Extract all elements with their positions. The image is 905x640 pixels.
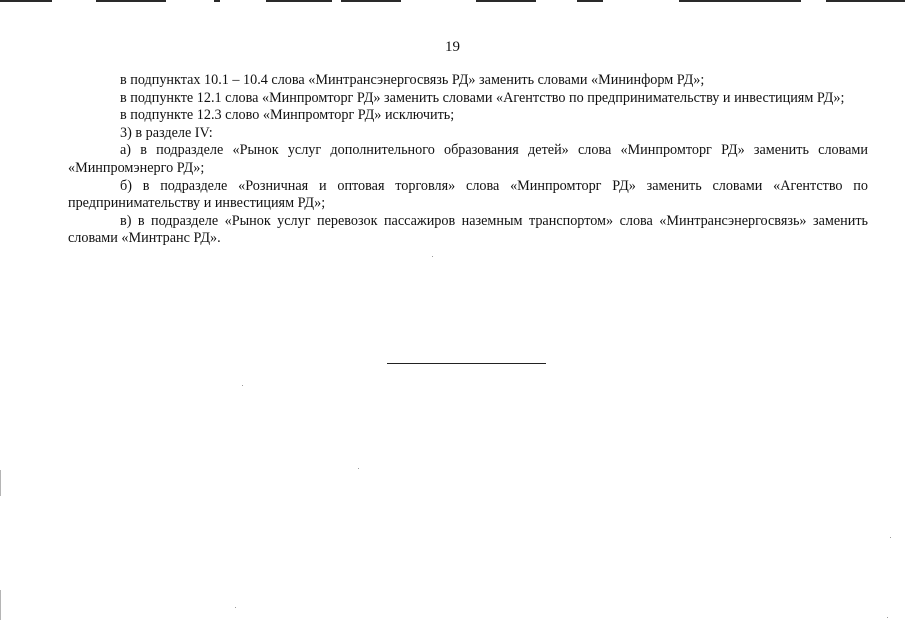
scan-edge-mark: [0, 590, 1, 620]
scan-edge-line: [0, 0, 52, 2]
scan-edge-line: [476, 0, 536, 2]
scan-speck: [358, 468, 359, 469]
paragraph: а) в подразделе «Рынок услуг дополнительного образования детей» слова «Минпромторг РД» заменить словами «Минпромэнерго РД»;: [68, 142, 868, 176]
paragraph: б) в подразделе «Розничная и оптовая торговля» слова «Минпромторг РД» заменить словами «Агентство по предпринимательству и инвестициям РД»;: [68, 177, 868, 212]
document-body: [68, 72, 868, 248]
scan-edge-line: [96, 0, 166, 2]
paragraph: в подпунктах 10.1 – 10.4 слова «Минтрансэнергосвязь РД» заменить словами «Мининформ РД»;: [120, 72, 705, 88]
closing-rule: [387, 363, 546, 364]
scan-speck: [890, 537, 891, 538]
scan-edge-line: [679, 0, 801, 2]
page-number: 19: [445, 39, 460, 55]
scan-edge-line: [214, 0, 220, 2]
scan-speck: [235, 607, 236, 608]
scan-speck: [432, 256, 433, 257]
paragraph: 3) в разделе IV:: [120, 124, 213, 141]
scan-edge-line: [341, 0, 401, 2]
scan-edge-mark: [0, 470, 1, 496]
scan-edge-line: [577, 0, 603, 2]
scan-edge-line: [266, 0, 332, 2]
paragraph: в подпункте 12.3 слово «Минпромторг РД» исключить;: [120, 107, 455, 124]
paragraph: в) в подразделе «Рынок услуг перевозок пассажиров наземным транспортом» слова «Минтрансэнергосвязь» заменить словами «Минтранс РД».: [68, 212, 868, 247]
paragraph: в подпункте 12.1 слова «Минпромторг РД» заменить словами «Агентство по предпринимательству и инвестициям РД»;: [120, 89, 845, 106]
scan-speck: [242, 385, 243, 386]
scan-edge-line: [826, 0, 905, 2]
scan-speck: [887, 617, 888, 618]
